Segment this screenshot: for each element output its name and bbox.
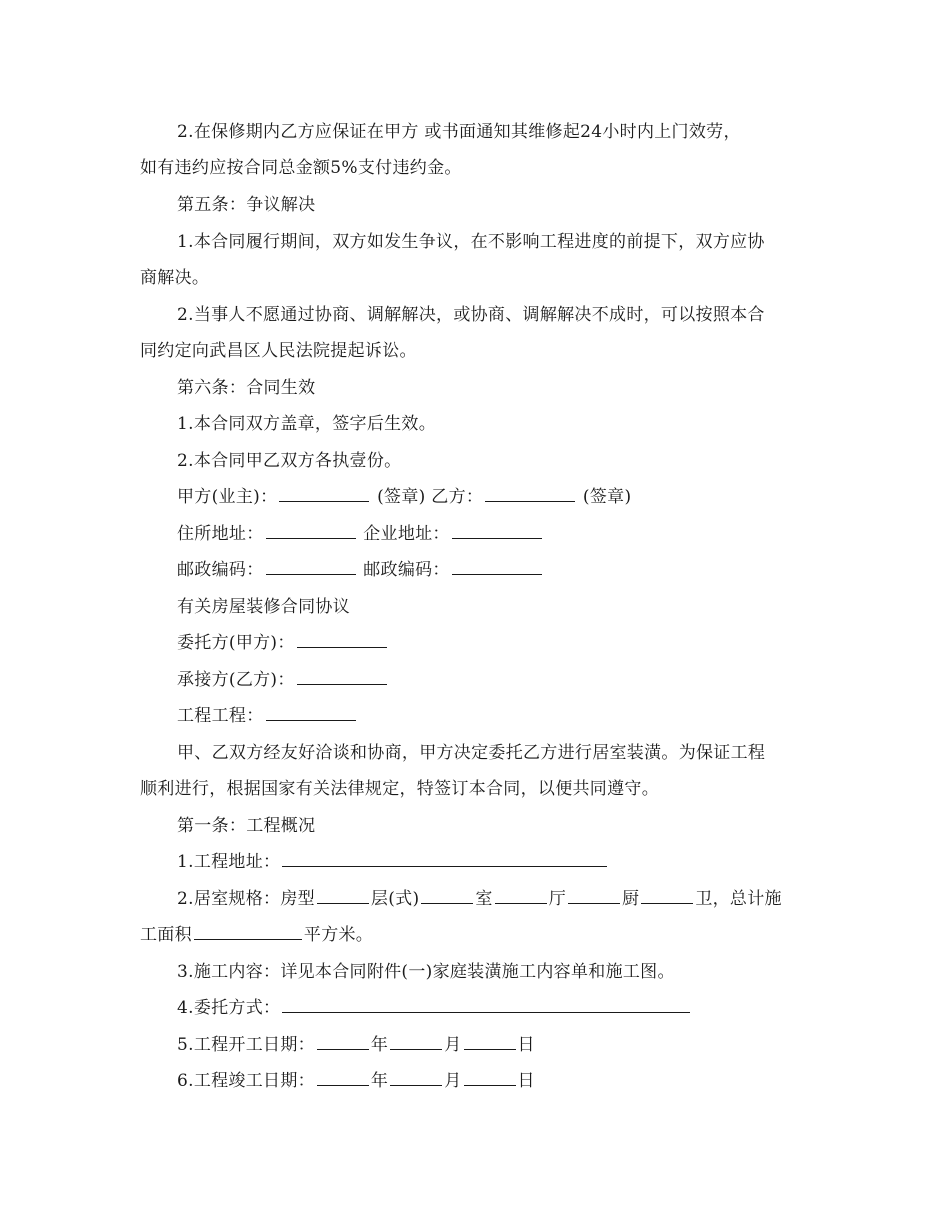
area-blank xyxy=(194,925,302,940)
seal-label-a: (签章) xyxy=(377,487,426,507)
start-year-label: 年 xyxy=(370,1035,389,1055)
item2-line2-suffix: 平方米。 xyxy=(303,925,374,945)
end-month-label: 月 xyxy=(444,1071,462,1091)
address-row xyxy=(177,522,544,546)
end-year-blank xyxy=(317,1071,369,1086)
project-blank xyxy=(266,706,356,721)
end-day-label: 日 xyxy=(517,1071,535,1091)
contractor-label: 承接方(乙方)： xyxy=(177,670,295,690)
item4-row xyxy=(177,996,692,1020)
party-b-label: 乙方： xyxy=(431,487,484,507)
postcode-row xyxy=(177,558,544,582)
clause5-item2-line2: 同约定向武昌区人民法院提起诉讼。 xyxy=(140,341,417,361)
article1-title: 第一条：工程概况 xyxy=(177,816,316,836)
item6-row xyxy=(177,1069,535,1093)
start-month-label: 月 xyxy=(444,1035,462,1055)
floor-blank xyxy=(421,889,473,904)
clause6-item2: 2.本合同甲乙双方各执壹份。 xyxy=(177,451,402,471)
enterprise-blank xyxy=(452,524,542,539)
item3: 3.施工内容：详见本合同附件(一)家庭装潢施工内容单和施工图。 xyxy=(177,962,675,982)
party-b-blank xyxy=(485,487,575,502)
residence-blank xyxy=(266,524,356,539)
postcode-a-blank xyxy=(266,560,356,575)
signature-row xyxy=(177,485,631,509)
enterprise-label: 企业地址： xyxy=(363,524,450,544)
party-a-blank xyxy=(279,487,369,502)
client-blank xyxy=(297,633,387,648)
item2-line2 xyxy=(140,923,373,947)
hall-blank xyxy=(568,889,620,904)
method-blank xyxy=(282,998,690,1013)
party-a-label: 甲方(业主)： xyxy=(177,487,278,507)
residence-label: 住所地址： xyxy=(177,524,264,544)
item1-row xyxy=(177,850,609,874)
item2-line1 xyxy=(177,887,782,911)
item6-label: 6.工程竣工日期： xyxy=(177,1071,315,1091)
start-day-label: 日 xyxy=(517,1035,535,1055)
clause5-item1-line1: 1.本合同履行期间，双方如发生争议，在不影响工程进度的前提下，双方应协 xyxy=(177,232,765,252)
item5-label: 5.工程开工日期： xyxy=(177,1035,315,1055)
project-label: 工程工程： xyxy=(177,706,264,726)
clause4-item2-line1: 2.在保修期内乙方应保证在甲方 或书面通知其维修起24小时内上门效劳， xyxy=(177,122,741,142)
item2-floor: 层(式) xyxy=(370,889,420,909)
item2-kitchen: 厨 xyxy=(622,889,640,909)
address-blank xyxy=(282,852,607,867)
end-year-label: 年 xyxy=(370,1071,389,1091)
start-year-blank xyxy=(317,1035,369,1050)
item2-line2-prefix: 工面积 xyxy=(140,925,192,945)
item2-room: 室 xyxy=(475,889,493,909)
contractor-blank xyxy=(297,670,387,685)
clause6-item1: 1.本合同双方盖章，签字后生效。 xyxy=(177,414,437,434)
item2-prefix: 2.居室规格：房型 xyxy=(177,889,315,909)
item1-label: 1.工程地址： xyxy=(177,852,281,872)
item4-label: 4.委托方式： xyxy=(177,998,281,1018)
agreement-title: 有关房屋装修合同协议 xyxy=(177,597,350,617)
clause6-title: 第六条：合同生效 xyxy=(177,378,316,398)
kitchen-blank xyxy=(641,889,693,904)
start-month-blank xyxy=(390,1035,442,1050)
end-day-blank xyxy=(464,1071,516,1086)
contractor-row xyxy=(177,668,389,692)
item2-bath: 卫，总计施 xyxy=(695,889,782,909)
postcode-b-blank xyxy=(452,560,542,575)
postcode-a-label: 邮政编码： xyxy=(177,560,264,580)
clause5-item1-line2: 商解决。 xyxy=(140,268,210,288)
project-row xyxy=(177,704,358,728)
clause4-item2-line2: 如有违约应按合同总金额5%支付违约金。 xyxy=(140,158,462,178)
seal-label-b: (签章) xyxy=(582,487,632,507)
client-label: 委托方(甲方)： xyxy=(177,633,295,653)
start-day-blank xyxy=(464,1035,516,1050)
intro-line1: 甲、乙双方经友好洽谈和协商，甲方决定委托乙方进行居室装潢。为保证工程 xyxy=(177,743,766,763)
client-row xyxy=(177,631,389,655)
end-month-blank xyxy=(390,1071,442,1086)
postcode-b-label: 邮政编码： xyxy=(363,560,450,580)
intro-line2: 顺利进行，根据国家有关法律规定，特签订本合同，以便共同遵守。 xyxy=(140,779,659,799)
house-type-blank xyxy=(317,889,369,904)
item2-hall: 厅 xyxy=(548,889,567,909)
item5-row xyxy=(177,1033,535,1057)
room-blank xyxy=(495,889,547,904)
clause5-item2-line1: 2.当事人不愿通过协商、调解解决，或协商、调解解决不成时，可以按照本合 xyxy=(177,305,765,325)
clause5-title: 第五条：争议解决 xyxy=(177,195,316,215)
